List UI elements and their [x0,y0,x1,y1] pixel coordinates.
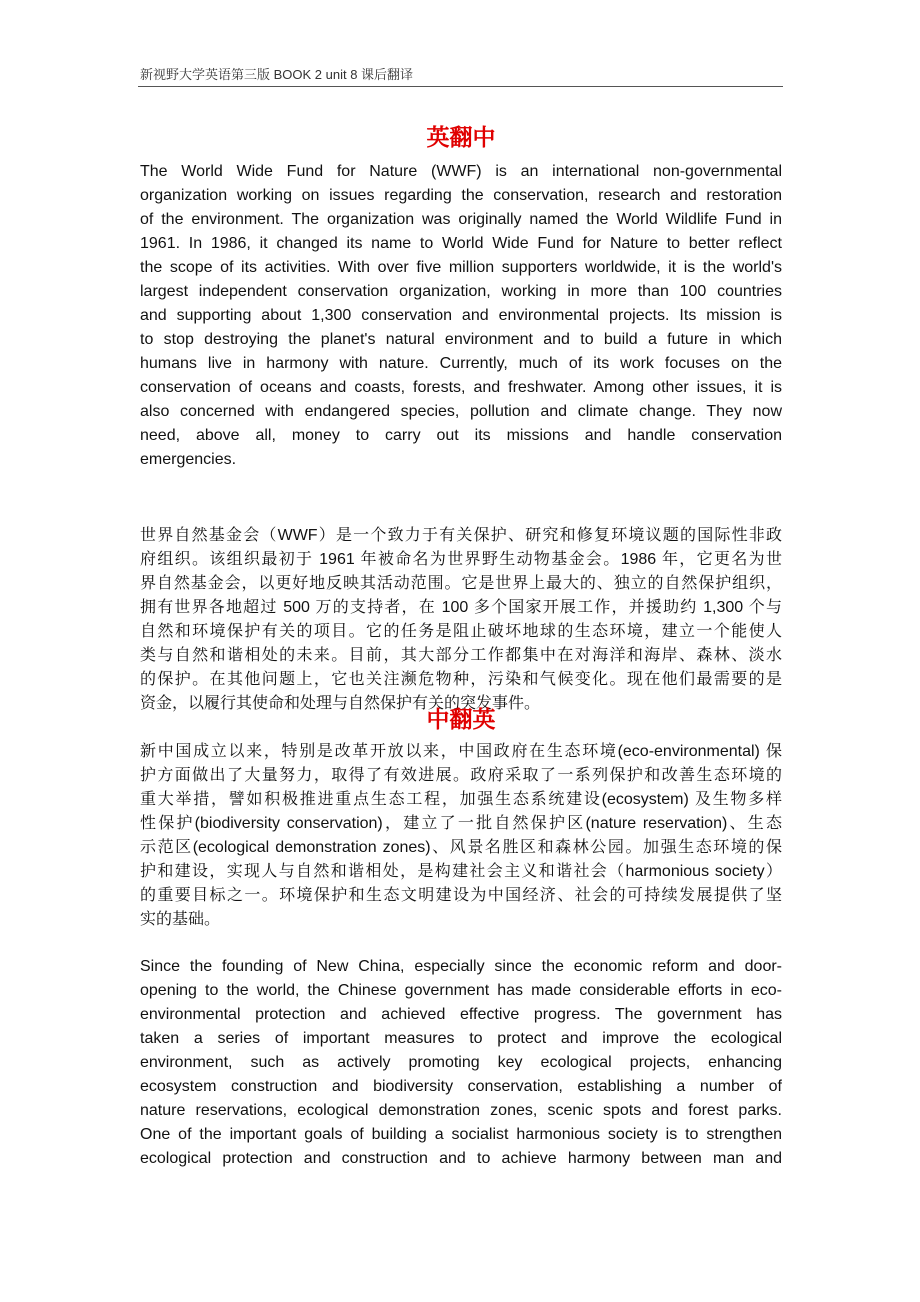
text-line: The World Wide Fund for Nature (WWF) is an international non-governmental [140,163,782,180]
text-line: 护方面做出了大量努力，取得了有效进展。政府采取了一系列保护和改善生态环境的 [140,767,782,784]
text-line: to stop destroying the planet's natural environment and to build a future in which [140,331,782,348]
text-line: 拥有世界各地超过 500 万的支持者，在 100 多个国家开展工作，并援助约 1,300 个与 [140,599,782,616]
chinese-translation-paragraph [140,524,782,716]
text-line: 界自然基金会，以更好地反映其活动范围。它是世界上最大的、独立的自然保护组织， [140,575,782,592]
text-line: emergencies. [140,451,237,468]
text-line: the scope of its activities. With over five million supporters worldwide, it is the world's [140,259,782,276]
text-line: opening to the world, the Chinese government has made considerable efforts in eco- [140,982,782,999]
text-line: 新中国成立以来，特别是改革开放以来，中国政府在生态环境(eco-environmental) 保 [140,743,782,760]
text-line: 的保护。在其他问题上，它也关注濒危物种，污染和气候变化。现在他们最需要的是 [140,671,782,688]
english-translation-paragraph [140,955,782,1171]
text-line: 的重要目标之一。环境保护和生态文明建设为中国经济、社会的可持续发展提供了坚 [140,887,782,904]
text-line: 资金，以履行其使命和处理与自然保护有关的突发事件。 [140,695,541,712]
text-line: and supporting about 1,300 conservation and environmental projects. Its mission is [140,307,782,324]
text-line: 府组织。该组织最初于 1961 年被命名为世界野生动物基金会。1986 年，它更名为世 [140,551,782,568]
text-line: humans live in harmony with nature. Currently, much of its work focuses on the [140,355,782,372]
text-line: 性保护(biodiversity conservation)，建立了一批自然保护区(nature reservation)、生态 [140,815,782,832]
section-title-en-to-zh: 英翻中 [426,124,496,150]
text-line: 世界自然基金会（WWF）是一个致力于有关保护、研究和修复环境议题的国际性非政 [140,527,782,544]
text-line: 护和建设，实现人与自然和谐相处，是构建社会主义和谐社会（harmonious society） [140,863,782,880]
text-line: of the environment. The organization was originally named the World Wildlife Fund in [140,211,782,228]
text-line: environmental protection and achieved effective progress. The government has [140,1006,782,1023]
text-line: 实的基础。 [140,911,221,928]
text-line: ecosystem construction and biodiversity conservation, establishing a number of [140,1078,782,1095]
text-line: taken a series of important measures to protect and improve the ecological [140,1030,782,1047]
text-line: ecological protection and construction and to achieve harmony between man and [140,1150,782,1167]
text-line: 1961. In 1986, it changed its name to World Wide Fund for Nature to better reflect [140,235,782,252]
chinese-source-paragraph [140,740,782,932]
text-line: 重大举措，譬如积极推进重点生态工程，加强生态系统建设(ecosystem) 及生物多样 [140,791,782,808]
text-line: organization working on issues regarding the conservation, research and restoration [140,187,782,204]
text-line: environment, such as actively promoting key ecological projects, enhancing [140,1054,782,1071]
header-rule [138,86,783,87]
text-line: also concerned with endangered species, pollution and climate change. They now [140,403,782,420]
text-line: 自然和环境保护有关的项目。它的任务是阻止破坏地球的生态环境，建立一个能使人 [140,623,782,640]
section-title-zh-to-en: 中翻英 [426,706,496,732]
page-header: 新视野大学英语第三版 BOOK 2 unit 8 课后翻译 [140,67,414,82]
text-line: Since the founding of New China, especially since the economic reform and door- [140,958,782,975]
text-line: One of the important goals of building a socialist harmonious society is to strengthen [140,1126,782,1143]
text-line: nature reservations, ecological demonstration zones, scenic spots and forest parks. [140,1102,782,1119]
text-line: 示范区(ecological demonstration zones)、风景名胜区和森林公园。加强生态环境的保 [140,839,782,856]
text-line: need, above all, money to carry out its missions and handle conservation [140,427,782,444]
text-line: largest independent conservation organization, working in more than 100 countries [140,283,782,300]
text-line: conservation of oceans and coasts, forests, and freshwater. Among other issues, it is [140,379,782,396]
english-source-paragraph [140,160,782,472]
text-line: 类与自然和谐相处的未来。目前，其大部分工作都集中在对海洋和海岸、森林、淡水 [140,647,782,664]
